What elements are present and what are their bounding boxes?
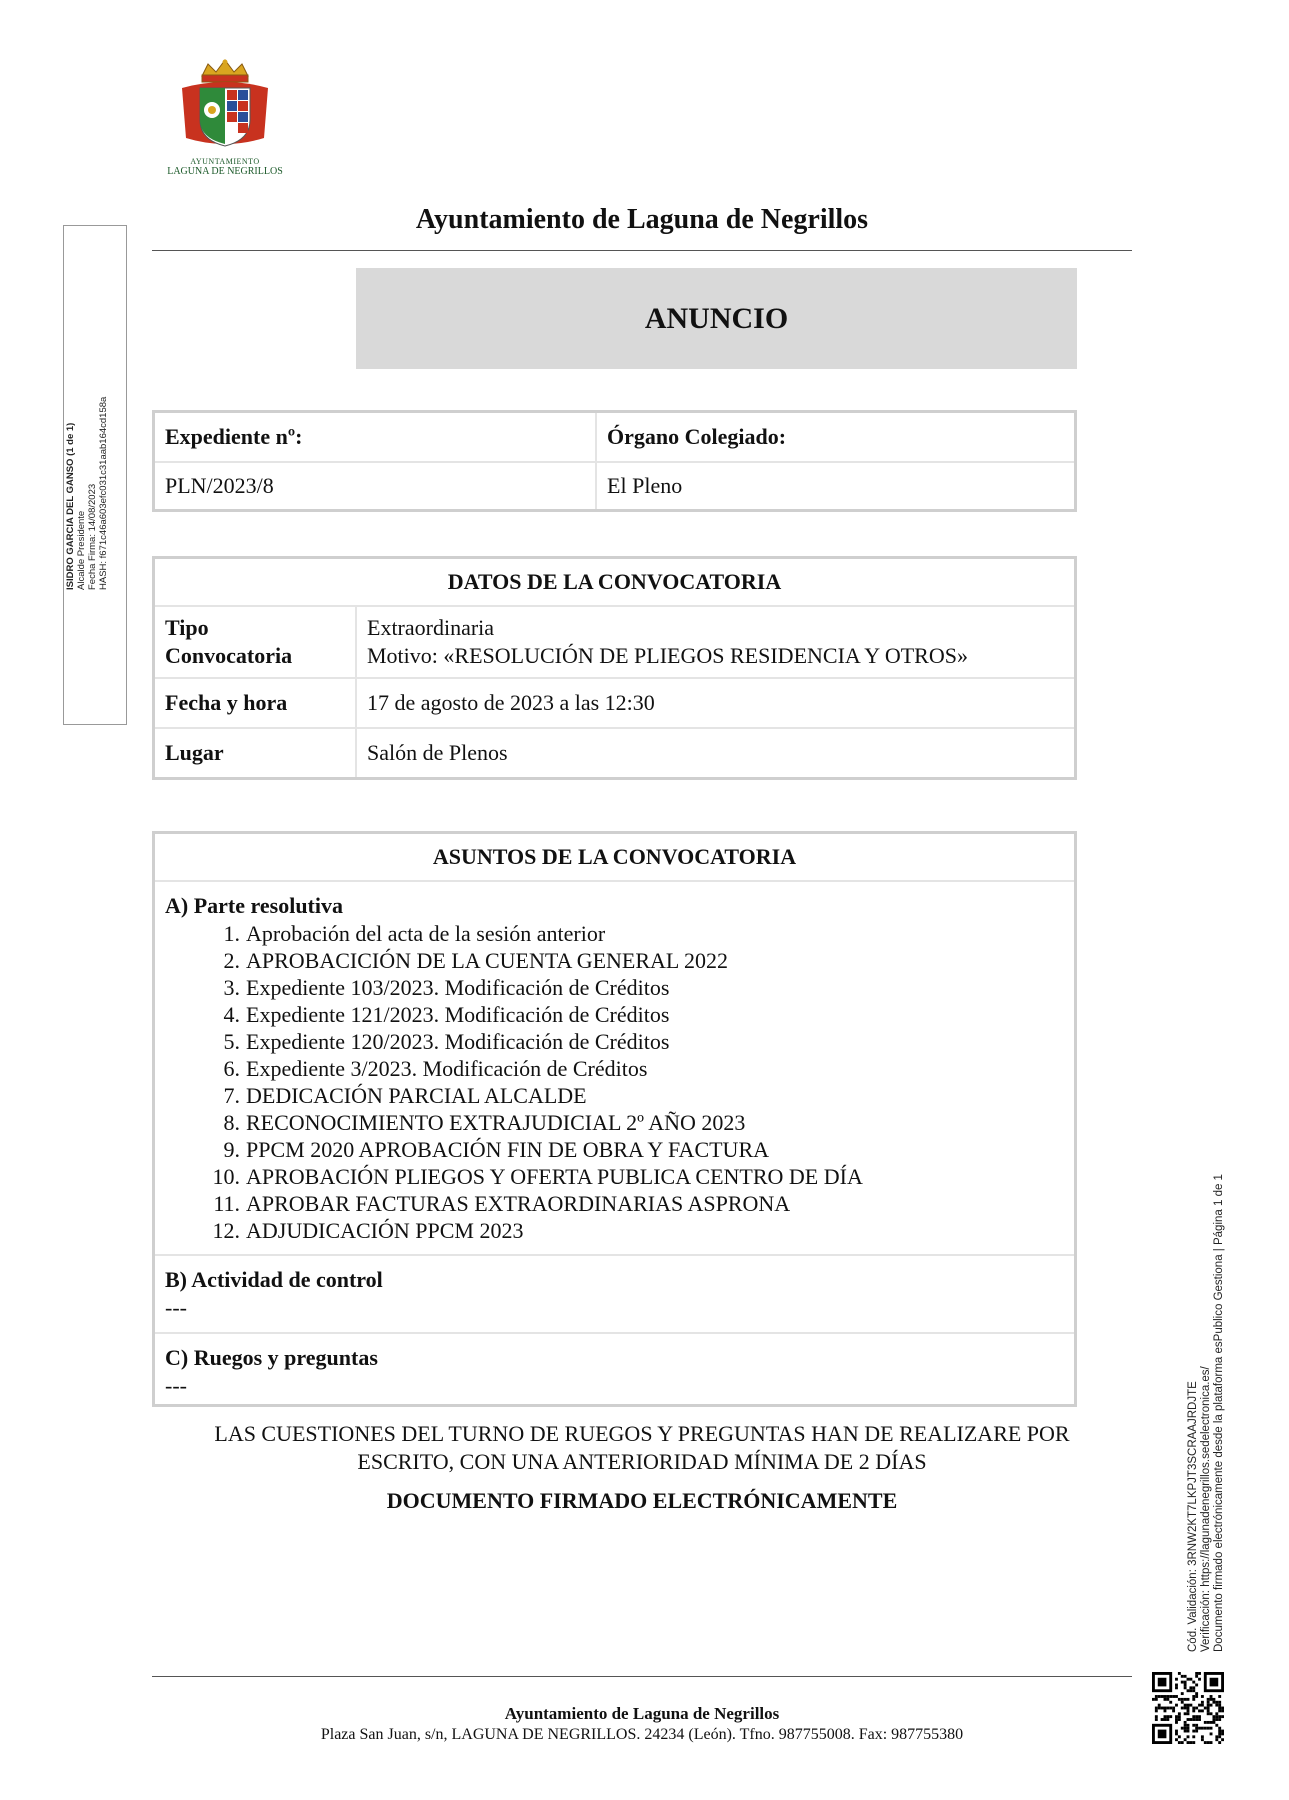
tipo-label-line1: Tipo — [165, 615, 209, 640]
footer-name: Ayuntamiento de Laguna de Negrillos — [504, 1704, 780, 1723]
agenda-item-number: 12. — [212, 1218, 240, 1243]
agenda-item-text: Expediente 103/2023. Modificación de Créditos — [246, 975, 670, 1000]
table-row — [154, 606, 1076, 678]
page-title: Ayuntamiento de Laguna de Negrillos — [415, 204, 869, 235]
agenda-list — [165, 920, 1064, 1244]
platform-notice: Documento firmado electrónicamente desde la plataforma esPublico Gestiona | Página 1 de 1 — [1213, 1174, 1225, 1652]
actividad-control-cell — [154, 1255, 1076, 1333]
qr-code-icon — [1152, 1672, 1224, 1744]
note-line-1: LAS CUESTIONES DEL TURNO DE RUEGOS Y PREGUNTAS HAN DE REALIZARE POR — [214, 1421, 1070, 1446]
agenda-item-number: 8. — [223, 1110, 240, 1135]
lugar-value: Salón de Plenos — [356, 728, 1076, 779]
section-c-title: C) Ruegos y preguntas — [165, 1345, 378, 1370]
note-line-2: ESCRITO, CON UNA ANTERIORIDAD MÍNIMA DE 2 DÍAS — [357, 1449, 927, 1474]
agenda-item-number: 4. — [223, 1002, 240, 1027]
agenda-item — [165, 1109, 1064, 1136]
municipal-logo — [160, 58, 290, 178]
agenda-item — [165, 1055, 1064, 1082]
agenda-item-number: 7. — [223, 1083, 240, 1108]
agenda-item-number: 3. — [223, 975, 240, 1000]
verification-url: Verificación: https://lagunadenegrillos.sedelectronica.es/ — [1200, 1366, 1212, 1652]
tipo-value-line1: Extraordinaria — [367, 615, 495, 640]
agenda-item-number: 10. — [212, 1164, 240, 1189]
footer-divider — [152, 1676, 1132, 1677]
signature-stamp — [65, 190, 109, 590]
ruegos-cell — [154, 1333, 1076, 1406]
lugar-label: Lugar — [154, 728, 357, 779]
agenda-item-number: 5. — [223, 1029, 240, 1054]
agenda-item-text: ADJUDICACIÓN PPCM 2023 — [246, 1218, 524, 1243]
agenda-item-text: Aprobación del acta de la sesión anterior — [246, 921, 606, 946]
expediente-value: PLN/2023/8 — [154, 462, 597, 511]
agenda-item-number: 6. — [223, 1056, 240, 1081]
organo-value: El Pleno — [596, 462, 1075, 511]
ruegos-note — [152, 1420, 1132, 1476]
convocatoria-table — [152, 556, 1077, 780]
organo-label: Órgano Colegiado: — [596, 412, 1075, 463]
agenda-item — [165, 1190, 1064, 1217]
signer-role: Alcalde Presidente — [76, 510, 87, 590]
agenda-item-text: Expediente 121/2023. Modificación de Créditos — [246, 1002, 670, 1027]
agenda-item — [165, 1001, 1064, 1028]
fecha-label: Fecha y hora — [154, 678, 357, 728]
signer-name: ISIDRO GARCIA DEL GANSO (1 de 1) — [65, 422, 76, 590]
agenda-item-text: Expediente 3/2023. Modificación de Créditos — [246, 1056, 648, 1081]
agenda-item — [165, 1028, 1064, 1055]
validation-code: Cód. Validación: 3RNW2KT7LKPJT3SCRAAJRDJTE — [1187, 1381, 1199, 1652]
agenda-item-text: APROBACIÓN PLIEGOS Y OFERTA PUBLICA CENTRO DE DÍA — [246, 1164, 863, 1189]
agenda-item-text: APROBACICIÓN DE LA CUENTA GENERAL 2022 — [246, 948, 729, 973]
parte-resolutiva-cell — [154, 881, 1076, 1255]
logo-caption-top: AYUNTAMIENTO — [190, 157, 260, 166]
table-row — [154, 881, 1076, 1255]
table-row — [154, 1255, 1076, 1333]
footer-address: Plaza San Juan, s/n, LAGUNA DE NEGRILLOS. 24234 (León). Tfno. 987755008. Fax: 987755380 — [320, 1726, 964, 1743]
expediente-table — [152, 410, 1077, 512]
agenda-item — [165, 1163, 1064, 1190]
signature-date: Fecha Firma: 14/08/2023 — [87, 483, 98, 590]
agenda-item-text: DEDICACIÓN PARCIAL ALCALDE — [246, 1083, 587, 1108]
agenda-item-text: APROBAR FACTURAS EXTRAORDINARIAS ASPRONA — [246, 1191, 791, 1216]
agenda-item-number: 1. — [223, 921, 240, 946]
document-type-banner — [356, 268, 1077, 369]
signed-notice: DOCUMENTO FIRMADO ELECTRÓNICAMENTE — [386, 1488, 898, 1513]
table-row — [154, 1333, 1076, 1406]
coat-of-arms-icon — [160, 58, 290, 150]
section-a-title: A) Parte resolutiva — [165, 893, 343, 918]
expediente-label: Expediente nº: — [154, 412, 597, 463]
agenda-item-number: 11. — [213, 1191, 240, 1216]
signature-hash: HASH: f671c46a603efc031c31aab164cd158a — [98, 396, 109, 590]
convocatoria-heading: DATOS DE LA CONVOCATORIA — [154, 558, 1076, 607]
tipo-label-line2: Convocatoria — [165, 643, 293, 668]
section-c-body: --- — [165, 1373, 187, 1398]
agenda-item — [165, 1136, 1064, 1163]
tipo-label — [154, 606, 357, 678]
asuntos-heading: ASUNTOS DE LA CONVOCATORIA — [154, 833, 1076, 882]
table-row — [154, 678, 1076, 728]
agenda-item — [165, 920, 1064, 947]
agenda-item-text: Expediente 120/2023. Modificación de Créditos — [246, 1029, 670, 1054]
fecha-value: 17 de agosto de 2023 a las 12:30 — [356, 678, 1076, 728]
verification-info — [1187, 1112, 1226, 1652]
section-b-title: B) Actividad de control — [165, 1267, 383, 1292]
agenda-item-text: PPCM 2020 APROBACIÓN FIN DE OBRA Y FACTURA — [246, 1137, 770, 1162]
table-row — [154, 728, 1076, 779]
document-type-label: ANUNCIO — [644, 301, 789, 335]
agenda-item — [165, 974, 1064, 1001]
agenda-item — [165, 1217, 1064, 1244]
agenda-item-text: RECONOCIMIENTO EXTRAJUDICIAL 2º AÑO 2023 — [246, 1110, 746, 1135]
agenda-item — [165, 1082, 1064, 1109]
motivo-value: Motivo: «RESOLUCIÓN DE PLIEGOS RESIDENCIA Y OTROS» — [367, 643, 968, 668]
section-b-body: --- — [165, 1295, 187, 1320]
agenda-item-number: 9. — [223, 1137, 240, 1162]
asuntos-table — [152, 831, 1077, 1407]
agenda-item — [165, 947, 1064, 974]
tipo-value — [356, 606, 1076, 678]
agenda-item-number: 2. — [223, 948, 240, 973]
logo-caption-bottom: LAGUNA DE NEGRILLOS — [167, 166, 283, 177]
header-divider — [152, 250, 1132, 251]
